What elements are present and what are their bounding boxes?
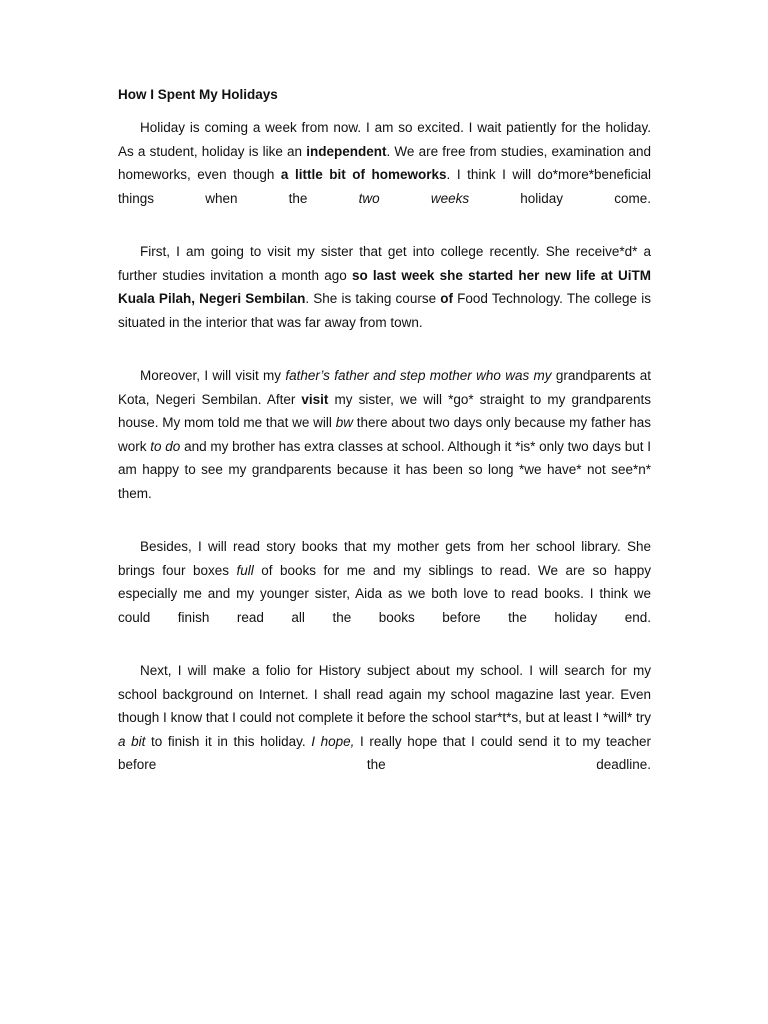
paragraph-visit-grandparents: [118, 364, 651, 505]
paragraph-story-books: [118, 535, 651, 629]
bold-segment: of: [440, 291, 453, 306]
text-segment: . We are free from studies, examination and homeworks, even though: [118, 143, 651, 182]
text-segment: grandparents at Kota, Negeri Sembilan. After: [118, 368, 651, 407]
paragraph-visit-sister: [118, 240, 651, 334]
bold-segment: visit: [301, 391, 329, 407]
text-segment: holiday come.: [469, 190, 652, 206]
bold-segment: so last week she started her new life at UiTM Kuala Pilah, Negeri Sembilan: [118, 267, 651, 306]
paragraph-holiday-intro: [118, 116, 651, 210]
bold-segment: a little bit of homeworks: [280, 167, 447, 182]
text-segment: Holiday is coming a week from now. I am so excited. I wait patiently for the holiday. As a student, holiday is like an: [118, 120, 651, 159]
text-segment: and my brother has extra classes at school. Although it *is* only two days but I am happy to see my grandparents because it has been so long *we have* not see*n* them.: [118, 438, 651, 501]
text-segment: of books for me and my siblings to read. We are so happy especially me and my younger sister, Aida as we both love to read books. I think we could finish read all the books before the holiday end.: [118, 562, 651, 625]
italic-segment: a bit: [118, 733, 146, 749]
text-segment: there about two days only because my father has work: [118, 415, 651, 454]
text-segment: I really hope that I could send it to my teacher before the deadline.: [118, 733, 651, 772]
italic-segment: I hope,: [311, 733, 355, 749]
text-segment: First, I am going to visit my sister that get into college recently. She receive*d* a further studies invitation a month ago: [118, 244, 651, 283]
text-segment: to finish it in this holiday.: [145, 733, 312, 749]
italic-segment: bw: [335, 415, 353, 430]
document-title: How I Spent My Holidays: [118, 87, 278, 102]
text-segment: . I think I will do*more*beneficial things when the: [118, 167, 652, 206]
italic-segment: father’s father and step mother who was my: [285, 368, 552, 383]
text-segment: Besides, I will read story books that my mother gets from her school library. She brings four boxes: [118, 539, 651, 578]
italic-segment: full: [236, 562, 254, 578]
text-segment: Food Technology. The college is situated in the interior that was far away from town.: [118, 291, 651, 330]
italic-segment: two weeks: [358, 190, 470, 206]
text-segment: . She is taking course: [305, 291, 441, 306]
text-segment: Next, I will make a folio for History subject about my school. I will search for my school background on Internet. I shall read again my school magazine last year. Even though I know that I could not complete it before the school star*t*s, but at least I *will* try: [118, 663, 651, 725]
document-page: [118, 84, 651, 777]
bold-segment: independent: [306, 143, 387, 159]
text-segment: Moreover, I will visit my: [140, 368, 286, 383]
text-segment: my sister, we will *go* straight to my grandparents house. My mom told me that we will: [118, 391, 651, 430]
italic-segment: to do: [150, 438, 181, 454]
paragraph-history-folio: [118, 659, 651, 777]
